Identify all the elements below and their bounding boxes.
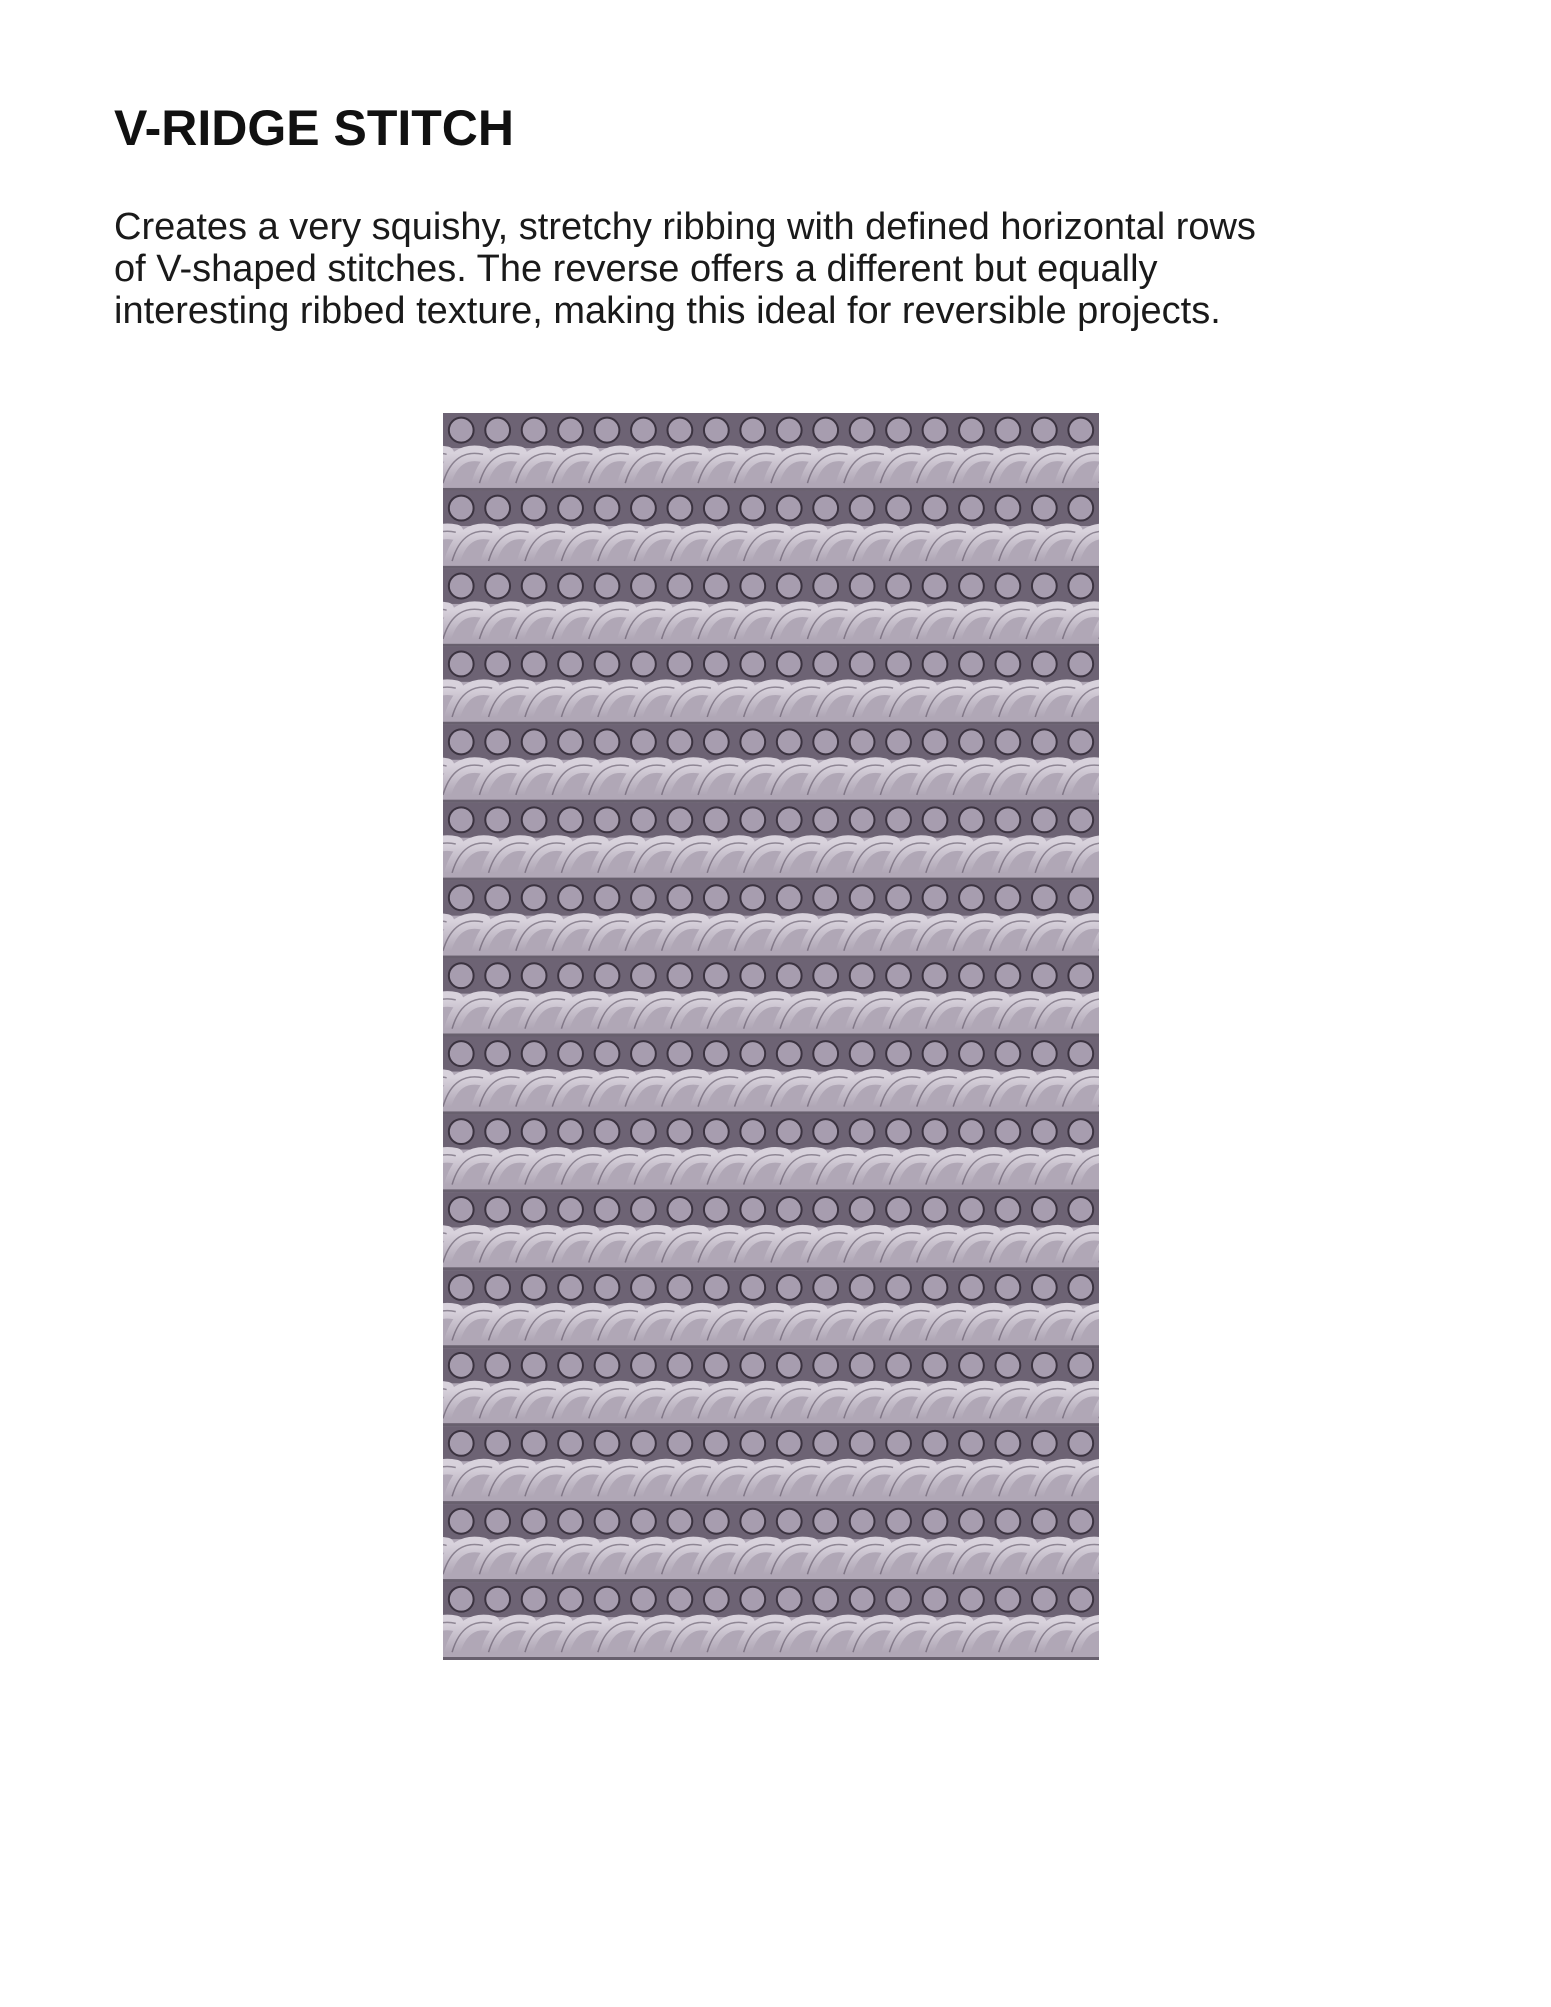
knit-swatch-photo	[443, 413, 1099, 1660]
stitch-description	[114, 206, 1444, 332]
description-line-1: Creates a very squishy, stretchy ribbing with defined horizontal rows	[114, 206, 1256, 248]
knit-swatch-image	[443, 413, 1099, 1660]
description-line-2: of V-shaped stitches. The reverse offers a different but equally	[114, 248, 1158, 290]
page-title: V-RIDGE STITCH	[114, 100, 515, 156]
description-line-3: interesting ribbed texture, making this ideal for reversible projects.	[114, 290, 1221, 332]
